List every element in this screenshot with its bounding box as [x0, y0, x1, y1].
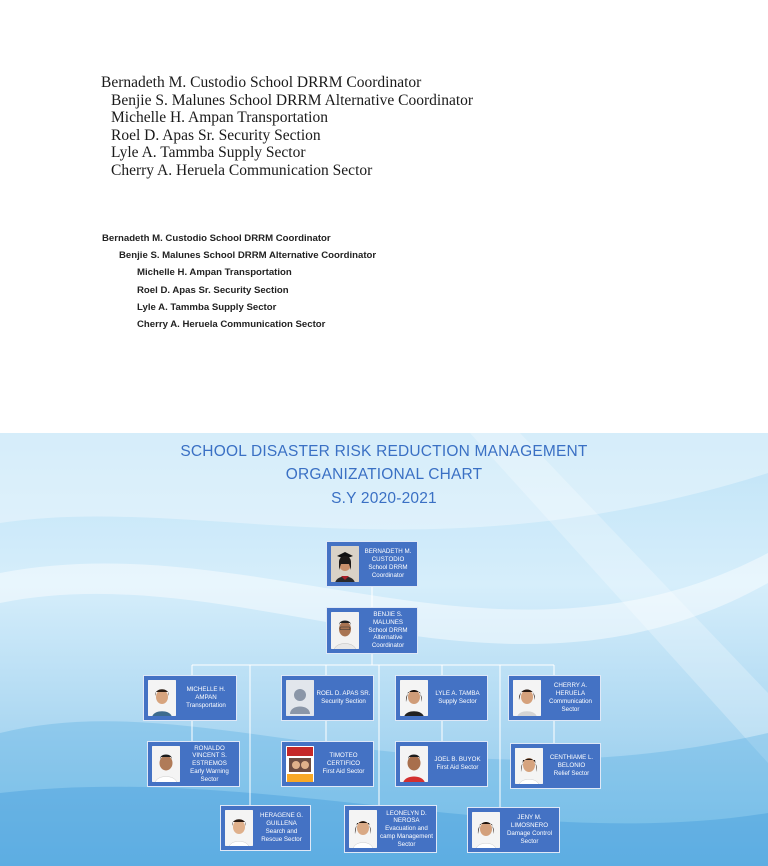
male-portrait-icon — [400, 746, 428, 782]
female-portrait-grad-icon — [331, 546, 359, 582]
org-chart — [0, 433, 768, 866]
member-role: Relief Sector — [553, 769, 590, 777]
sans-list-item: Cherry A. Heruela Communication Sector — [137, 319, 326, 331]
member-role: School DRRM Alternative Coordinator — [368, 626, 408, 650]
male-portrait-icon — [331, 612, 359, 649]
member-box-tamba — [395, 675, 488, 721]
member-role: Communication Sector — [549, 698, 592, 713]
member-name: CHERRY A. HERUELA — [553, 682, 588, 698]
member-box-buyok — [395, 741, 488, 787]
member-name: ROEL D. APAS SR. — [316, 690, 371, 698]
member-name: TIMOTEO CERTIFICO — [326, 752, 361, 768]
serif-list-item: Michelle H. Ampan Transportation — [111, 109, 328, 127]
female-portrait-icon — [400, 680, 428, 716]
female-portrait-icon — [515, 748, 543, 784]
member-name: LYLE A. TAMBA — [435, 690, 480, 698]
poster-icon — [286, 746, 314, 782]
member-box-certifico — [281, 741, 374, 787]
member-box-nerosa — [344, 805, 437, 853]
sans-list-item: Roel D. Apas Sr. Security Section — [137, 284, 289, 296]
school-year: S.Y 2020-2021 — [331, 490, 437, 507]
member-role: Search and Rescue Sector — [261, 828, 302, 843]
sans-list-item: Michelle H. Ampan Transportation — [137, 267, 292, 279]
member-name: LEONELYN D. NEROSA — [386, 809, 427, 825]
placeholder-person-icon — [286, 680, 314, 716]
serif-list-item: Cherry A. Heruela Communication Sector — [111, 161, 373, 179]
member-box-limosnero — [467, 807, 560, 853]
member-name: CENTHIAME L. BELONIO — [549, 754, 594, 770]
female-portrait-icon — [349, 810, 377, 848]
member-role: Damage Control Sector — [506, 830, 553, 845]
member-role: Early Warning Sector — [190, 767, 229, 783]
member-name: JENY M. LIMOSNERO — [510, 814, 549, 830]
sans-list-item: Bernadeth M. Custodio School DRRM Coordinator — [102, 233, 331, 244]
sans-list-item: Lyle A. Tammba Supply Sector — [137, 301, 277, 313]
female-portrait-icon — [472, 812, 500, 848]
male-portrait-icon — [152, 746, 180, 782]
member-role: School DRRM Coordinator — [368, 564, 408, 579]
female-portrait-icon — [148, 680, 176, 716]
member-name: BERNADETH M. CUSTODIO — [364, 548, 412, 564]
member-name: JOEL B. BUYOK — [434, 756, 481, 764]
serif-list-item: Benjie S. Malunes School DRRM Alternative Coordinator — [111, 91, 474, 109]
member-name: BENJIE S. MALUNES — [373, 611, 403, 626]
member-role: Transportation — [186, 701, 226, 709]
sans-member-list — [102, 230, 376, 333]
member-box-guillena — [220, 805, 311, 851]
member-name: HERAGENE G. GUILLENA — [260, 812, 303, 828]
member-role: Evacuation and camp Management Sector — [380, 825, 433, 848]
female-portrait-icon — [225, 810, 253, 846]
member-box-custodio — [326, 541, 418, 587]
member-box-malunes — [326, 607, 418, 654]
female-portrait-icon — [513, 680, 541, 716]
serif-list-item: Roel D. Apas Sr. Security Section — [111, 126, 321, 144]
member-box-apas — [281, 675, 374, 721]
serif-list-item: Bernadeth M. Custodio School DRRM Coordinator — [101, 74, 422, 91]
member-name: RONALDO VINCENT S. ESTREMOS — [192, 744, 227, 768]
member-box-estremos — [147, 741, 240, 787]
chart-subtitle: ORGANIZATIONAL CHART — [285, 466, 483, 483]
chart-title: SCHOOL DISASTER RISK REDUCTION MANAGEMENT — [180, 443, 588, 460]
member-box-ampan — [143, 675, 237, 721]
member-role: Security Section — [321, 698, 366, 705]
sans-list-item: Benjie S. Malunes School DRRM Alternative Coordinator — [119, 250, 377, 262]
member-role: First Aid Sector — [436, 764, 479, 771]
member-box-belonio — [510, 743, 601, 789]
serif-list-item: Lyle A. Tammba Supply Sector — [111, 144, 306, 162]
serif-member-list — [101, 74, 473, 180]
member-role: First Aid Sector — [322, 767, 365, 775]
member-name: MICHELLE H. AMPAN — [186, 686, 226, 702]
member-box-heruela — [508, 675, 601, 721]
member-role: Supply Sector — [438, 698, 477, 705]
